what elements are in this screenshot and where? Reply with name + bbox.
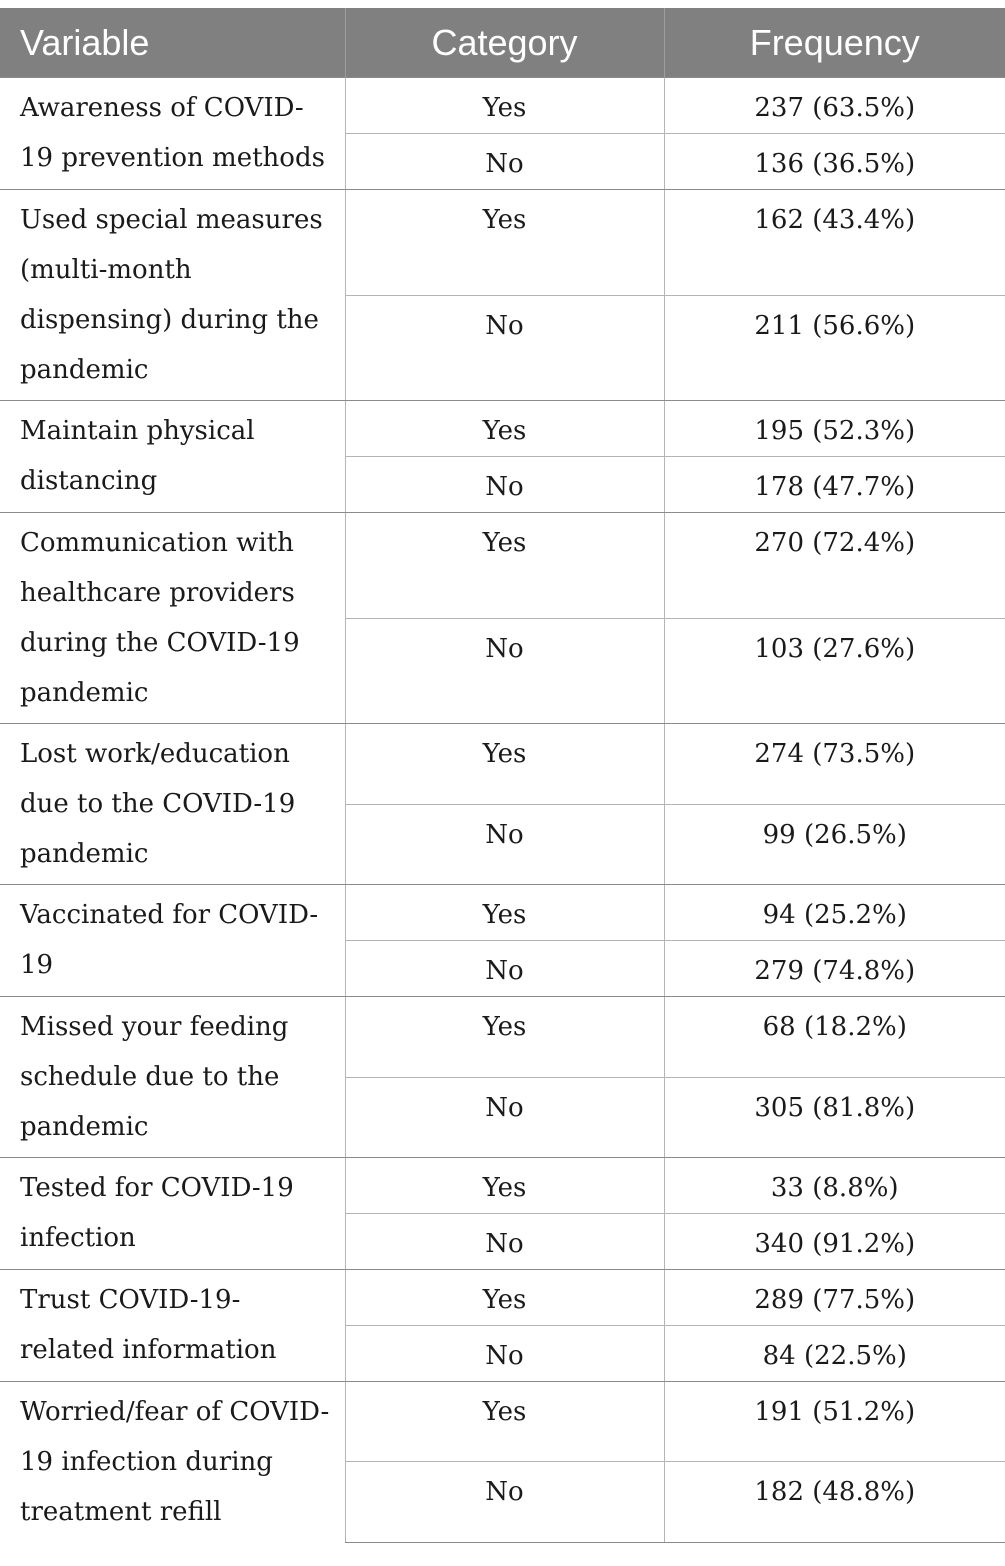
frequency-cell: 99 (26.5%) bbox=[664, 804, 1005, 885]
variable-cell: Missed your feeding schedule due to the pandemic bbox=[0, 997, 345, 1158]
frequency-cell: 191 (51.2%) bbox=[664, 1382, 1005, 1462]
frequency-cell: 279 (74.8%) bbox=[664, 941, 1005, 997]
category-cell: No bbox=[345, 1326, 664, 1382]
category-cell: Yes bbox=[345, 997, 664, 1078]
header-frequency: Frequency bbox=[664, 8, 1005, 78]
variable-cell: Lost work/education due to the COVID-19 pandemic bbox=[0, 724, 345, 885]
frequency-cell: 94 (25.2%) bbox=[664, 885, 1005, 941]
table-row bbox=[0, 1382, 1005, 1462]
category-cell: Yes bbox=[345, 724, 664, 805]
header-row bbox=[0, 8, 1005, 78]
table-row bbox=[0, 885, 1005, 941]
frequency-cell: 195 (52.3%) bbox=[664, 401, 1005, 457]
variable-cell: Maintain physical distancing bbox=[0, 401, 345, 513]
variable-cell: Communication with healthcare providers during the COVID-19 pandemic bbox=[0, 513, 345, 724]
frequency-cell: 162 (43.4%) bbox=[664, 190, 1005, 296]
frequency-cell: 136 (36.5%) bbox=[664, 134, 1005, 190]
frequency-cell: 305 (81.8%) bbox=[664, 1077, 1005, 1158]
variable-cell: Worried/fear of COVID-19 infection during treatment refill bbox=[0, 1382, 345, 1543]
frequency-table bbox=[0, 8, 1005, 1543]
category-cell: Yes bbox=[345, 78, 664, 134]
variable-cell: Awareness of COVID-19 prevention methods bbox=[0, 78, 345, 190]
frequency-cell: 270 (72.4%) bbox=[664, 513, 1005, 619]
category-cell: No bbox=[345, 941, 664, 997]
frequency-cell: 211 (56.6%) bbox=[664, 295, 1005, 401]
category-cell: No bbox=[345, 804, 664, 885]
table-header bbox=[0, 8, 1005, 78]
frequency-cell: 340 (91.2%) bbox=[664, 1214, 1005, 1270]
category-cell: Yes bbox=[345, 401, 664, 457]
category-cell: No bbox=[345, 618, 664, 724]
frequency-cell: 182 (48.8%) bbox=[664, 1462, 1005, 1542]
table-row bbox=[0, 1270, 1005, 1326]
variable-cell: Used special measures (multi-month dispensing) during the pandemic bbox=[0, 190, 345, 401]
table-row bbox=[0, 1158, 1005, 1214]
category-cell: Yes bbox=[345, 1158, 664, 1214]
frequency-cell: 178 (47.7%) bbox=[664, 457, 1005, 513]
category-cell: No bbox=[345, 457, 664, 513]
category-cell: No bbox=[345, 134, 664, 190]
category-cell: Yes bbox=[345, 513, 664, 619]
category-cell: Yes bbox=[345, 1382, 664, 1462]
category-cell: No bbox=[345, 295, 664, 401]
table-row bbox=[0, 513, 1005, 619]
frequency-cell: 84 (22.5%) bbox=[664, 1326, 1005, 1382]
category-cell: Yes bbox=[345, 190, 664, 296]
variable-cell: Vaccinated for COVID-19 bbox=[0, 885, 345, 997]
variable-cell: Tested for COVID-19 infection bbox=[0, 1158, 345, 1270]
frequency-cell: 103 (27.6%) bbox=[664, 618, 1005, 724]
header-category: Category bbox=[345, 8, 664, 78]
category-cell: Yes bbox=[345, 885, 664, 941]
table-row bbox=[0, 724, 1005, 805]
table-row bbox=[0, 401, 1005, 457]
frequency-cell: 68 (18.2%) bbox=[664, 997, 1005, 1078]
table-row bbox=[0, 190, 1005, 296]
table-body bbox=[0, 78, 1005, 1543]
frequency-cell: 237 (63.5%) bbox=[664, 78, 1005, 134]
category-cell: No bbox=[345, 1077, 664, 1158]
frequency-cell: 274 (73.5%) bbox=[664, 724, 1005, 805]
frequency-cell: 33 (8.8%) bbox=[664, 1158, 1005, 1214]
variable-cell: Trust COVID-19-related information bbox=[0, 1270, 345, 1382]
category-cell: Yes bbox=[345, 1270, 664, 1326]
category-cell: No bbox=[345, 1214, 664, 1270]
category-cell: No bbox=[345, 1462, 664, 1542]
header-variable: Variable bbox=[0, 8, 345, 78]
frequency-cell: 289 (77.5%) bbox=[664, 1270, 1005, 1326]
table-row bbox=[0, 78, 1005, 134]
table-row bbox=[0, 997, 1005, 1078]
